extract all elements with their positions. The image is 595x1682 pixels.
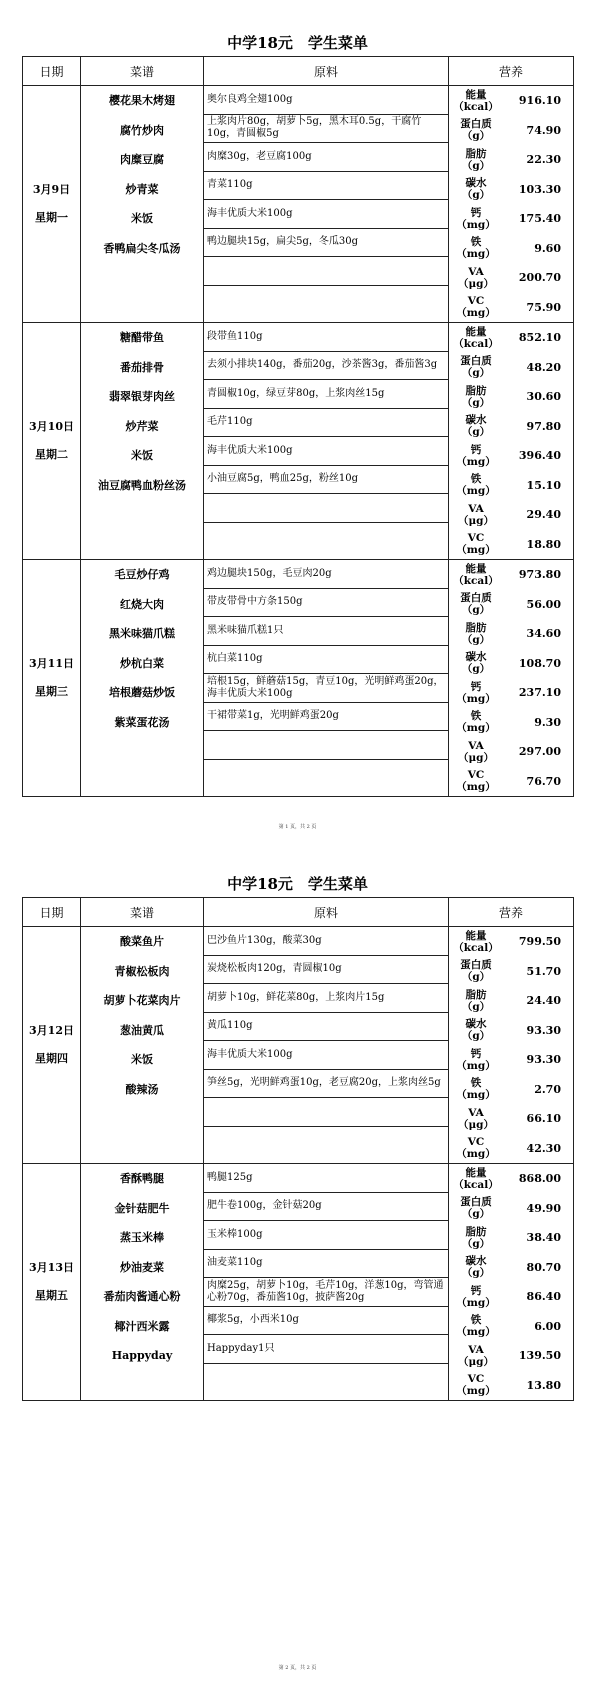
nutrition-row bbox=[449, 204, 573, 234]
ingredient-item: 黑米味猫爪糕1只 bbox=[204, 617, 448, 646]
dish-name: 炒青菜 bbox=[125, 182, 159, 196]
nutrition-value: 396.40 bbox=[518, 449, 561, 463]
weekday-label: 星期四 bbox=[35, 1052, 68, 1065]
nutrition-value: 2.70 bbox=[534, 1082, 561, 1096]
date-cell bbox=[23, 927, 81, 1164]
day-row bbox=[23, 560, 574, 797]
nutrition-value: 237.10 bbox=[518, 686, 561, 700]
weekday-label: 星期五 bbox=[35, 1289, 68, 1302]
nutrition-label: 碳水 （g） bbox=[461, 177, 491, 202]
page-footer: 第 1 页，共 2 页 bbox=[278, 824, 317, 830]
nutrition-value: 74.90 bbox=[526, 123, 561, 137]
nutrition-row bbox=[449, 1164, 573, 1194]
ingredient-item: 段带鱼110g bbox=[204, 323, 448, 352]
nutrition-row bbox=[449, 1312, 573, 1342]
ingredient-item bbox=[204, 523, 448, 552]
ingredient-item: 青圆椒10g，绿豆芽80g，上浆肉丝15g bbox=[204, 380, 448, 409]
ingredient-item bbox=[204, 286, 448, 315]
nutrition-value: 852.10 bbox=[518, 331, 561, 345]
nutrition-row bbox=[449, 1045, 573, 1075]
nutrition-row bbox=[449, 86, 573, 116]
nutrition-row bbox=[449, 1253, 573, 1283]
nutrition-value: 139.50 bbox=[518, 1349, 561, 1363]
nutrition-label: 碳水 （g） bbox=[461, 414, 491, 439]
dish-name: 香酥鸭腿 bbox=[120, 1172, 164, 1185]
nutrition-row bbox=[449, 412, 573, 442]
nutrition-row bbox=[449, 441, 573, 471]
nutrition-label: 能量 （kcal） bbox=[453, 1166, 499, 1191]
nutrition-label: VC （mg） bbox=[456, 769, 496, 794]
nutrition-value: 24.40 bbox=[526, 994, 561, 1008]
ingredient-item bbox=[204, 731, 448, 760]
header-date: 日期 bbox=[23, 898, 81, 927]
nutrition-value: 29.40 bbox=[526, 508, 561, 522]
nutrition-value: 80.70 bbox=[526, 1260, 561, 1274]
dish-name: 蒸玉米棒 bbox=[120, 1231, 164, 1244]
nutrition-row bbox=[449, 530, 573, 560]
nutrition-label: 铁 （mg） bbox=[456, 473, 496, 498]
nutrition-value: 868.00 bbox=[518, 1172, 561, 1186]
nutrition-row bbox=[449, 1282, 573, 1312]
nutrition-row bbox=[449, 323, 573, 353]
ingredient-item: 海丰优质大米100g bbox=[204, 437, 448, 466]
nutrition-label: VA （μg） bbox=[457, 265, 495, 290]
nutrition-value: 93.30 bbox=[526, 1053, 561, 1067]
page-title: 中学18元 学生菜单 bbox=[227, 875, 368, 893]
nutrition-value: 13.80 bbox=[526, 1378, 561, 1392]
ingredient-item: 毛芹110g bbox=[204, 409, 448, 438]
nutrition-value: 6.00 bbox=[534, 1319, 561, 1333]
nutrition-value: 76.70 bbox=[526, 774, 561, 788]
nutrition-label: 钙 （mg） bbox=[456, 443, 496, 468]
nutrition-label: 铁 （mg） bbox=[456, 1077, 496, 1102]
nutrition-label: 能量 （kcal） bbox=[453, 562, 499, 587]
dish-name: 炒芹菜 bbox=[125, 419, 159, 433]
nutrition-label: 钙 （mg） bbox=[456, 1047, 496, 1072]
nutrition-row bbox=[449, 1371, 573, 1401]
ingredient-item bbox=[204, 1127, 448, 1156]
dish-name: 米饭 bbox=[131, 212, 153, 225]
dish-name: 米饭 bbox=[131, 449, 153, 462]
date-cell bbox=[23, 323, 81, 560]
nutrition-cell bbox=[449, 1164, 574, 1401]
nutrition-value: 297.00 bbox=[518, 745, 561, 759]
date-label: 3月13日 bbox=[29, 1261, 74, 1274]
nutrition-value: 9.30 bbox=[534, 715, 561, 729]
date-label: 3月10日 bbox=[29, 420, 74, 433]
ingredient-item bbox=[204, 494, 448, 523]
ingredient-item bbox=[204, 1364, 448, 1393]
ingredient-item: 椰浆5g，小西米10g bbox=[204, 1307, 448, 1336]
ingredient-item: 肉糜25g，胡萝卜10g，毛芹10g，洋葱10g，弯管通心粉70g，番茄酱10g，披萨酱20g bbox=[204, 1278, 448, 1307]
ingredients-cell bbox=[204, 927, 449, 1164]
nutrition-row bbox=[449, 471, 573, 501]
nutrition-label: 脂肪 （g） bbox=[461, 621, 491, 646]
nutrition-value: 103.30 bbox=[518, 182, 561, 196]
nutrition-label: 铁 （mg） bbox=[456, 710, 496, 735]
nutrition-label: 能量 （kcal） bbox=[453, 325, 499, 350]
nutrition-value: 56.00 bbox=[526, 597, 561, 611]
nutrition-label: 能量 （kcal） bbox=[453, 88, 499, 113]
nutrition-label: 碳水 （g） bbox=[461, 1018, 491, 1043]
ingredient-item: 上浆肉片80g，胡萝卜5g，黑木耳0.5g，干腐竹10g，青圆椒5g bbox=[204, 115, 448, 144]
ingredient-item: 杭白菜110g bbox=[204, 646, 448, 675]
nutrition-label: VA （μg） bbox=[457, 502, 495, 527]
nutrition-row bbox=[449, 678, 573, 708]
dish-name: 米饭 bbox=[131, 1053, 153, 1066]
ingredient-item: 鸭边腿块15g，扁尖5g，冬瓜30g bbox=[204, 229, 448, 258]
menu-table bbox=[22, 56, 574, 797]
ingredient-item bbox=[204, 257, 448, 286]
nutrition-row bbox=[449, 1341, 573, 1371]
nutrition-row bbox=[449, 145, 573, 175]
nutrition-label: VC （mg） bbox=[456, 295, 496, 320]
nutrition-cell bbox=[449, 927, 574, 1164]
nutrition-value: 51.70 bbox=[526, 964, 561, 978]
nutrition-value: 108.70 bbox=[518, 656, 561, 670]
nutrition-row bbox=[449, 927, 573, 957]
ingredient-item: 海丰优质大米100g bbox=[204, 1041, 448, 1070]
dish-name: 腐竹炒肉 bbox=[120, 123, 164, 137]
table-header-row bbox=[23, 898, 574, 927]
date-label: 3月11日 bbox=[29, 657, 74, 670]
nutrition-value: 30.60 bbox=[526, 390, 561, 404]
header-date: 日期 bbox=[23, 57, 81, 86]
ingredient-item: 玉米棒100g bbox=[204, 1221, 448, 1250]
dish-name: 黑米味猫爪糕 bbox=[109, 627, 175, 640]
nutrition-row bbox=[449, 737, 573, 767]
nutrition-row bbox=[449, 293, 573, 323]
nutrition-row bbox=[449, 590, 573, 620]
nutrition-label: 蛋白质 （g） bbox=[460, 355, 492, 380]
ingredient-item bbox=[204, 1098, 448, 1127]
nutrition-label: 钙 （mg） bbox=[456, 206, 496, 231]
ingredient-item: 巴沙鱼片130g，酸菜30g bbox=[204, 927, 448, 956]
nutrition-row bbox=[449, 767, 573, 797]
nutrition-row bbox=[449, 619, 573, 649]
nutrition-label: 钙 （mg） bbox=[456, 1284, 496, 1309]
ingredient-item: 油麦菜110g bbox=[204, 1250, 448, 1279]
ingredient-item: 胡萝卜10g，鲜花菜80g，上浆肉片15g bbox=[204, 984, 448, 1013]
nutrition-label: 蛋白质 （g） bbox=[460, 592, 492, 617]
weekday-label: 星期三 bbox=[35, 685, 68, 698]
dish-name: 紫菜蛋花汤 bbox=[114, 715, 170, 729]
dish-name: 肉糜豆腐 bbox=[120, 153, 164, 166]
dish-name: 炒油麦菜 bbox=[120, 1260, 164, 1274]
nutrition-row bbox=[449, 500, 573, 530]
day-row bbox=[23, 927, 574, 1164]
day-row bbox=[23, 323, 574, 560]
page-title: 中学18元 学生菜单 bbox=[227, 34, 368, 52]
ingredient-item: 去须小排块140g，番茄20g，沙茶酱3g，番茄酱3g bbox=[204, 352, 448, 381]
menu-page-2 bbox=[0, 841, 595, 1682]
ingredients-cell bbox=[204, 86, 449, 323]
nutrition-value: 15.10 bbox=[526, 478, 561, 492]
dish-cell bbox=[81, 927, 204, 1164]
nutrition-row bbox=[449, 986, 573, 1016]
nutrition-row bbox=[449, 353, 573, 383]
day-row bbox=[23, 1164, 574, 1401]
date-cell bbox=[23, 1164, 81, 1401]
ingredient-item: 培根15g，鲜蘑菇15g，青豆10g，光明鲜鸡蛋20g，海丰优质大米100g bbox=[204, 674, 448, 703]
nutrition-label: 碳水 （g） bbox=[461, 651, 491, 676]
nutrition-value: 9.60 bbox=[534, 241, 561, 255]
nutrition-cell bbox=[449, 86, 574, 323]
nutrition-value: 200.70 bbox=[518, 271, 561, 285]
dish-cell bbox=[81, 323, 204, 560]
nutrition-row bbox=[449, 1075, 573, 1105]
header-nutrition: 营养 bbox=[449, 57, 574, 86]
dish-name: 番茄肉酱通心粉 bbox=[103, 1290, 181, 1303]
nutrition-value: 22.30 bbox=[526, 153, 561, 167]
nutrition-value: 799.50 bbox=[518, 935, 561, 949]
nutrition-value: 38.40 bbox=[526, 1231, 561, 1245]
ingredient-item: 小油豆腐5g，鸭血25g，粉丝10g bbox=[204, 466, 448, 495]
nutrition-value: 48.20 bbox=[526, 360, 561, 374]
dish-name: 金针菇肥牛 bbox=[114, 1201, 170, 1215]
dish-name: 酸辣汤 bbox=[125, 1082, 159, 1096]
nutrition-label: 钙 （mg） bbox=[456, 680, 496, 705]
nutrition-label: 碳水 （g） bbox=[461, 1255, 491, 1280]
dish-name: 培根蘑菇炒饭 bbox=[109, 686, 175, 699]
nutrition-value: 42.30 bbox=[526, 1141, 561, 1155]
nutrition-label: 脂肪 （g） bbox=[461, 988, 491, 1013]
header-nutrition: 营养 bbox=[449, 898, 574, 927]
header-dish: 菜谱 bbox=[81, 898, 204, 927]
nutrition-row bbox=[449, 560, 573, 590]
dish-name: 酸菜鱼片 bbox=[120, 935, 164, 948]
ingredients-cell bbox=[204, 560, 449, 797]
day-row bbox=[23, 86, 574, 323]
nutrition-value: 66.10 bbox=[526, 1112, 561, 1126]
dish-cell bbox=[81, 560, 204, 797]
nutrition-value: 97.80 bbox=[526, 419, 561, 433]
ingredient-item: 干裙带菜1g，光明鲜鸡蛋20g bbox=[204, 703, 448, 732]
nutrition-label: VC （mg） bbox=[456, 1373, 496, 1398]
nutrition-value: 34.60 bbox=[526, 627, 561, 641]
nutrition-label: 能量 （kcal） bbox=[453, 929, 499, 954]
nutrition-value: 86.40 bbox=[526, 1290, 561, 1304]
nutrition-cell bbox=[449, 560, 574, 797]
dish-cell bbox=[81, 86, 204, 323]
dish-name: 炒杭白菜 bbox=[120, 656, 164, 670]
ingredient-item: Happyday1只 bbox=[204, 1335, 448, 1364]
header-ingredients: 原料 bbox=[204, 898, 449, 927]
nutrition-row bbox=[449, 263, 573, 293]
dish-name: 樱花果木烤翅 bbox=[109, 94, 175, 107]
ingredients-cell bbox=[204, 1164, 449, 1401]
dish-name: 青椒松板肉 bbox=[114, 964, 170, 978]
nutrition-value: 973.80 bbox=[518, 568, 561, 582]
nutrition-value: 175.40 bbox=[518, 212, 561, 226]
date-label: 3月9日 bbox=[32, 183, 71, 196]
nutrition-label: 脂肪 （g） bbox=[461, 1225, 491, 1250]
nutrition-label: VA （μg） bbox=[457, 739, 495, 764]
nutrition-label: VA （μg） bbox=[457, 1106, 495, 1131]
date-cell bbox=[23, 86, 81, 323]
nutrition-label: 蛋白质 （g） bbox=[460, 959, 492, 984]
nutrition-row bbox=[449, 175, 573, 205]
nutrition-row bbox=[449, 957, 573, 987]
nutrition-label: 蛋白质 （g） bbox=[460, 118, 492, 143]
nutrition-row bbox=[449, 116, 573, 146]
nutrition-label: VC （mg） bbox=[456, 532, 496, 557]
dish-name: 糖醋带鱼 bbox=[120, 331, 164, 344]
dish-name: 毛豆炒仔鸡 bbox=[114, 568, 170, 581]
ingredient-item: 海丰优质大米100g bbox=[204, 200, 448, 229]
nutrition-label: 蛋白质 （g） bbox=[460, 1196, 492, 1221]
dish-cell bbox=[81, 1164, 204, 1401]
nutrition-label: 脂肪 （g） bbox=[461, 147, 491, 172]
ingredient-item: 鸡边腿块150g，毛豆肉20g bbox=[204, 560, 448, 589]
nutrition-row bbox=[449, 234, 573, 264]
dish-name: Happyday bbox=[111, 1349, 173, 1362]
ingredient-item: 带皮带骨中方条150g bbox=[204, 589, 448, 618]
weekday-label: 星期二 bbox=[35, 448, 68, 461]
nutrition-label: 铁 （mg） bbox=[456, 236, 496, 261]
nutrition-row bbox=[449, 649, 573, 679]
ingredient-item: 炭烧松板肉120g，青圆椒10g bbox=[204, 956, 448, 985]
nutrition-value: 916.10 bbox=[518, 94, 561, 108]
dish-name: 香鸭扁尖冬瓜汤 bbox=[103, 241, 181, 255]
dish-name: 椰汁西米露 bbox=[114, 1319, 170, 1333]
nutrition-row bbox=[449, 1016, 573, 1046]
ingredient-item: 鸭腿125g bbox=[204, 1164, 448, 1193]
table-header-row bbox=[23, 57, 574, 86]
menu-table bbox=[22, 897, 574, 1401]
ingredient-item: 笋丝5g，光明鲜鸡蛋10g，老豆腐20g，上浆肉丝5g bbox=[204, 1070, 448, 1099]
nutrition-label: VA （μg） bbox=[457, 1343, 495, 1368]
nutrition-value: 75.90 bbox=[526, 300, 561, 314]
nutrition-row bbox=[449, 382, 573, 412]
nutrition-row bbox=[449, 708, 573, 738]
ingredient-item: 肉糜30g，老豆腐100g bbox=[204, 143, 448, 172]
nutrition-value: 18.80 bbox=[526, 537, 561, 551]
page-footer: 第 2 页，共 2 页 bbox=[278, 1665, 317, 1671]
dish-name: 油豆腐鸭血粉丝汤 bbox=[98, 478, 186, 492]
ingredient-item: 黄瓜110g bbox=[204, 1013, 448, 1042]
nutrition-row bbox=[449, 1194, 573, 1224]
nutrition-label: 铁 （mg） bbox=[456, 1314, 496, 1339]
ingredient-item: 青菜110g bbox=[204, 172, 448, 201]
ingredient-item bbox=[204, 760, 448, 789]
nutrition-label: VC （mg） bbox=[456, 1136, 496, 1161]
ingredient-item: 奥尔良鸡全翅100g bbox=[204, 86, 448, 115]
nutrition-cell bbox=[449, 323, 574, 560]
dish-name: 翡翠银芽肉丝 bbox=[109, 390, 175, 403]
nutrition-value: 93.30 bbox=[526, 1023, 561, 1037]
dish-name: 葱油黄瓜 bbox=[120, 1023, 164, 1037]
date-label: 3月12日 bbox=[29, 1024, 74, 1037]
header-dish: 菜谱 bbox=[81, 57, 204, 86]
ingredients-cell bbox=[204, 323, 449, 560]
nutrition-row bbox=[449, 1134, 573, 1164]
nutrition-label: 脂肪 （g） bbox=[461, 384, 491, 409]
dish-name: 红烧大肉 bbox=[120, 597, 164, 611]
dish-name: 胡萝卜花菜肉片 bbox=[103, 994, 181, 1007]
nutrition-value: 49.90 bbox=[526, 1201, 561, 1215]
weekday-label: 星期一 bbox=[35, 211, 68, 224]
header-ingredients: 原料 bbox=[204, 57, 449, 86]
date-cell bbox=[23, 560, 81, 797]
ingredient-item: 肥牛卷100g，金针菇20g bbox=[204, 1193, 448, 1222]
dish-name: 番茄排骨 bbox=[120, 360, 164, 374]
nutrition-row bbox=[449, 1223, 573, 1253]
nutrition-row bbox=[449, 1104, 573, 1134]
